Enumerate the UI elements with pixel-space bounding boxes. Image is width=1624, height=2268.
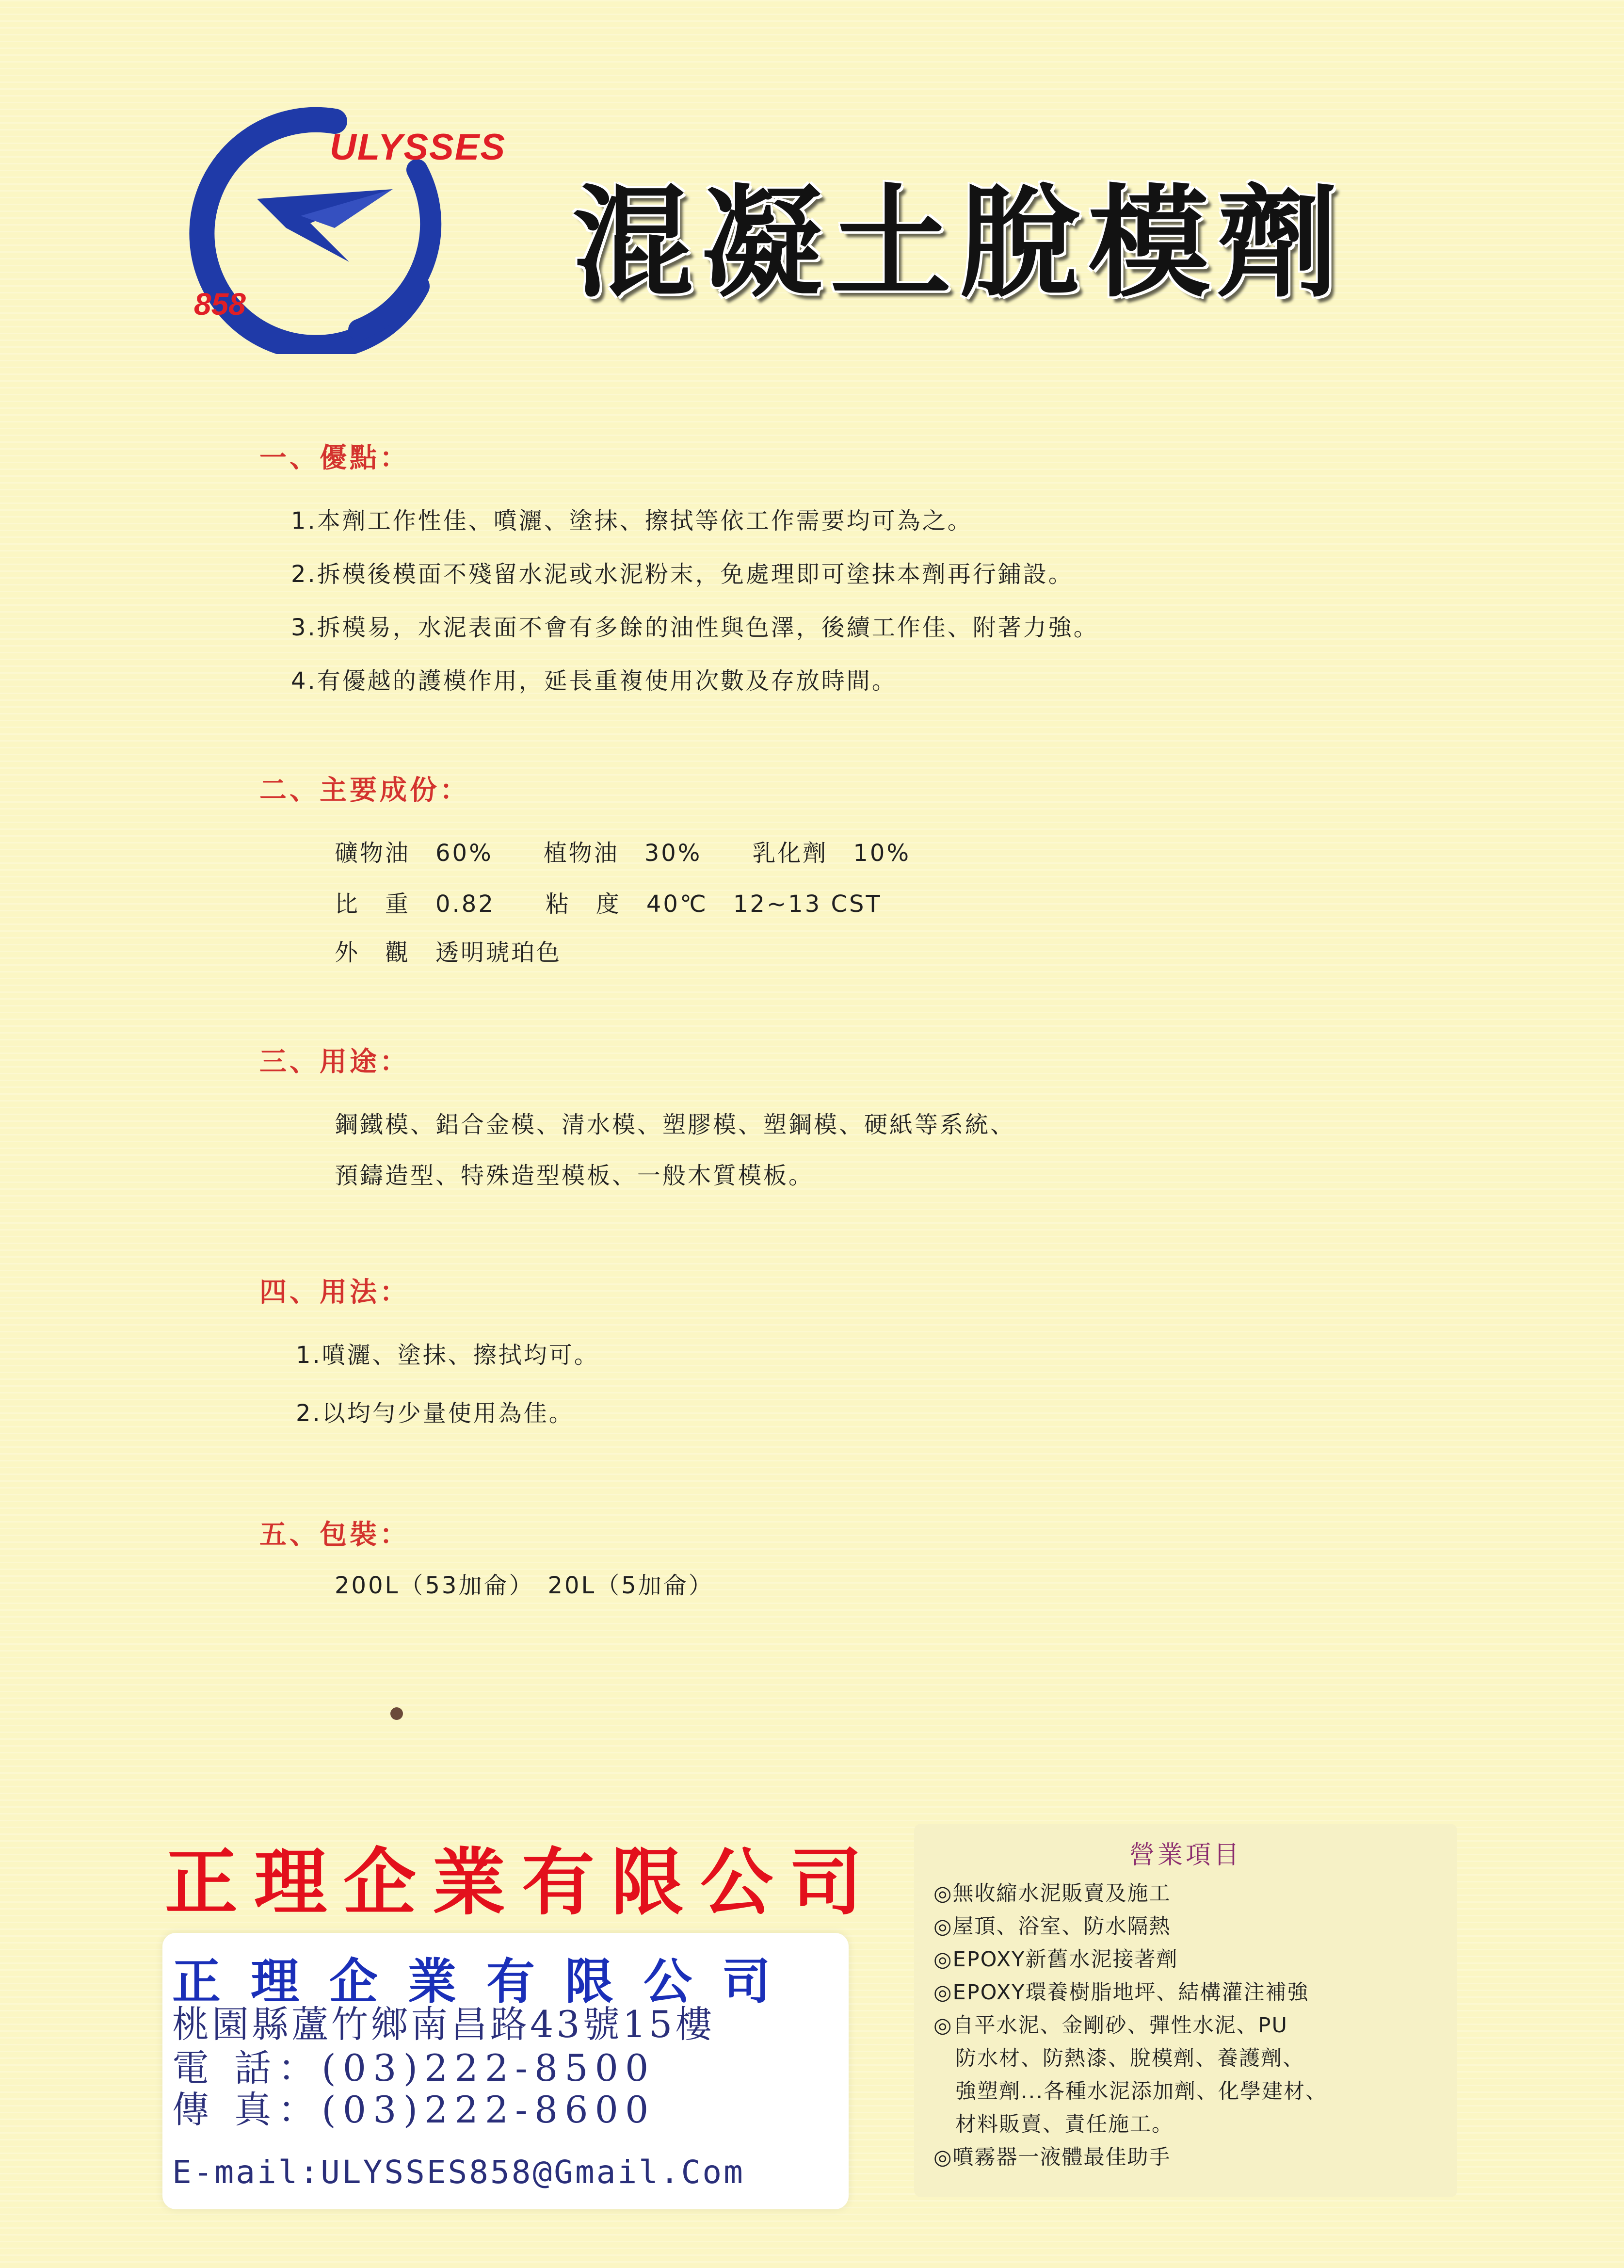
business-item: ◎無收縮水泥販賣及施工 xyxy=(933,1881,1171,1906)
usage-item: 1.噴灑、塗抹、擦拭均可。 xyxy=(296,1342,599,1369)
business-item: 強塑劑...各種水泥添加劑、化學建材、 xyxy=(933,2079,1328,2104)
section-packaging-heading: 五、包裝： xyxy=(259,1519,410,1551)
card-address: 桃園縣蘆竹鄉南昌路43號15樓 xyxy=(172,2003,715,2046)
card-company-name: 正理企業有限公司 xyxy=(172,1953,801,2010)
document-title: 混凝土脫模劑 xyxy=(572,171,1346,314)
company-name: 正理企業有限公司 xyxy=(165,1840,879,1925)
card-email[interactable]: E-mail:ULYSSES858@Gmail.Com xyxy=(172,2154,745,2191)
business-item: 材料販賣、責任施工。 xyxy=(933,2112,1174,2137)
composition-line: 外 觀 透明琥珀色 xyxy=(335,939,562,966)
composition-line: 礦物油 60% 植物油 30% 乳化劑 10% xyxy=(335,840,911,867)
paper-speck xyxy=(390,1707,403,1720)
section-composition-heading: 二、主要成份： xyxy=(259,775,470,806)
section-uses-heading: 三、用途： xyxy=(259,1046,410,1078)
advantage-item: 1.本劑工作性佳、噴灑、塗抹、擦拭等依工作需要均可為之。 xyxy=(291,507,973,535)
composition-line: 比 重 0.82 粘 度 40℃ 12~13 CST xyxy=(335,891,882,918)
packaging-text: 200L（53加侖） 20L（5加侖） xyxy=(335,1572,714,1599)
business-item: 防水材、防熱漆、脫模劑、養護劑、 xyxy=(933,2046,1304,2071)
card-fax: 傳 真：(03)222-8600 xyxy=(172,2088,656,2131)
contact-card xyxy=(162,1933,849,2209)
business-item: ◎噴霧器一液體最佳助手 xyxy=(933,2145,1171,2170)
business-item: ◎EPOXY環養樹脂地坪、結構灌注補強 xyxy=(933,1980,1309,2005)
logo-brand-text: ULYSSES xyxy=(330,127,506,168)
uses-line: 鋼鐵模、鋁合金模、清水模、塑膠模、塑鋼模、硬紙等系統、 xyxy=(335,1111,1016,1138)
advantage-item: 3.拆模易，水泥表面不會有多餘的油性與色澤，後續工作佳、附著力強。 xyxy=(291,614,1099,641)
uses-line: 預鑄造型、特殊造型模板、一般木質模板。 xyxy=(335,1162,814,1189)
business-item: ◎自平水泥、金剛砂、彈性水泥、PU xyxy=(933,2013,1288,2038)
advantage-item: 4.有優越的護模作用，延長重複使用次數及存放時間。 xyxy=(291,667,897,695)
business-items-box xyxy=(914,1824,1457,2197)
business-item: ◎屋頂、浴室、防水隔熱 xyxy=(933,1914,1171,1939)
business-items-title: 營業項目 xyxy=(1129,1841,1242,1870)
logo-number-text: 858 xyxy=(194,287,246,322)
company-logo xyxy=(189,102,506,354)
card-phone: 電 話：(03)222-8500 xyxy=(172,2046,656,2090)
usage-item: 2.以均勻少量使用為佳。 xyxy=(296,1400,574,1427)
advantage-item: 2.拆模後模面不殘留水泥或水泥粉末，免處理即可塗抹本劑再行鋪設。 xyxy=(291,561,1074,588)
section-advantages-heading: 一、優點： xyxy=(259,442,410,474)
business-item: ◎EPOXY新舊水泥接著劑 xyxy=(933,1947,1178,1972)
section-usage-heading: 四、用法： xyxy=(259,1277,410,1308)
